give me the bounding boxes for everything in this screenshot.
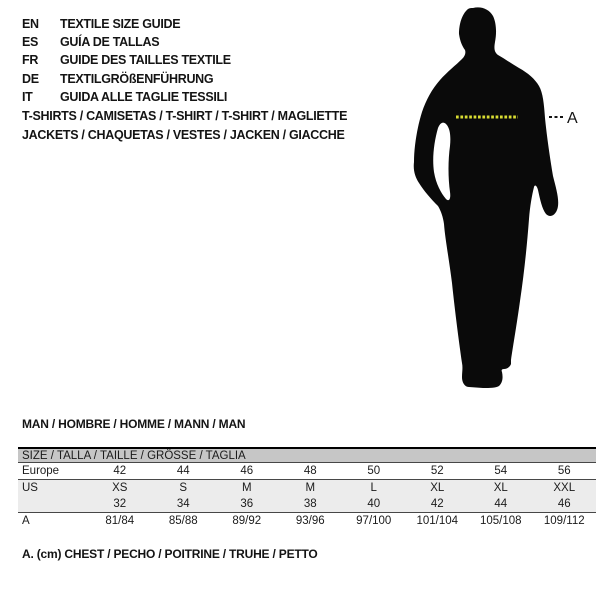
cell: M — [215, 480, 279, 497]
cell: L — [342, 480, 406, 497]
language-row — [22, 70, 231, 88]
row-label — [18, 496, 88, 513]
garment-types-line2: JACKETS / CHAQUETAS / VESTES / JACKEN / GIACCHE — [22, 128, 345, 142]
cell: XL — [406, 480, 470, 497]
cell: 101/104 — [416, 515, 459, 527]
language-label: GUÍA DE TALLAS — [60, 35, 160, 50]
garment-types-heading — [22, 107, 347, 145]
cell: 105/108 — [479, 515, 522, 527]
cell: 36 — [215, 496, 279, 513]
language-code: ES — [22, 35, 39, 50]
language-label: GUIDE DES TAILLES TEXTILE — [60, 53, 231, 68]
language-row — [22, 15, 231, 33]
language-row — [22, 88, 231, 106]
language-list — [22, 15, 231, 106]
cell: M — [279, 480, 343, 497]
cell: 44 — [152, 463, 216, 480]
language-code: FR — [22, 53, 39, 68]
language-label: GUIDA ALLE TAGLIE TESSILI — [60, 89, 228, 104]
cell: XS — [88, 480, 152, 497]
cell: 46 — [533, 496, 597, 513]
man-silhouette — [414, 7, 558, 388]
row-label: A — [22, 515, 30, 527]
cell: 54 — [469, 463, 533, 480]
cell: 109/112 — [543, 515, 585, 527]
cell: S — [152, 480, 216, 497]
cell: 56 — [533, 463, 597, 480]
cell: 93/96 — [295, 515, 325, 527]
cell: 81/84 — [105, 515, 135, 527]
cell: 34 — [152, 496, 216, 513]
language-code: EN — [22, 17, 39, 31]
language-label: TEXTILGRÖßENFÜHRUNG — [60, 71, 214, 86]
section-title-man: MAN / HOMBRE / HOMME / MANN / MAN — [22, 417, 246, 431]
table-row-us — [18, 480, 596, 497]
cell: 38 — [279, 496, 343, 513]
language-code: DE — [22, 71, 39, 86]
cell: 42 — [88, 463, 152, 480]
size-table — [18, 447, 596, 529]
size-table-header: SIZE / TALLA / TAILLE / GRÖSSE / TAGLIA — [18, 448, 596, 463]
cell: XL — [469, 480, 533, 497]
table-row-chest-cm — [18, 513, 596, 530]
cell: 52 — [406, 463, 470, 480]
cell: 97/100 — [356, 515, 392, 527]
measurement-a-label: A — [567, 110, 578, 127]
cell: 46 — [215, 463, 279, 480]
table-row-numeric — [18, 496, 596, 513]
language-row — [22, 33, 231, 51]
size-table-header-row — [18, 448, 596, 463]
cell: 85/88 — [168, 515, 198, 527]
cell: 48 — [279, 463, 343, 480]
language-label: TEXTILE SIZE GUIDE — [60, 17, 181, 31]
cell: 89/92 — [232, 515, 262, 527]
row-label: Europe — [18, 463, 88, 480]
row-label: US — [18, 480, 88, 497]
cell: 50 — [342, 463, 406, 480]
cell: XXL — [533, 480, 597, 497]
cell: 40 — [342, 496, 406, 513]
cell: 42 — [406, 496, 470, 513]
language-row — [22, 51, 231, 69]
garment-types-line1: T-SHIRTS / CAMISETAS / T-SHIRT / T-SHIRT / MAGLIETTE — [22, 109, 348, 123]
man-silhouette-figure — [400, 0, 600, 410]
language-code: IT — [22, 89, 33, 104]
measurement-footnote: A. (cm) CHEST / PECHO / POITRINE / TRUHE / PETTO — [22, 547, 318, 561]
cell: 44 — [469, 496, 533, 513]
table-row-europe — [18, 463, 596, 480]
cell: 32 — [88, 496, 152, 513]
